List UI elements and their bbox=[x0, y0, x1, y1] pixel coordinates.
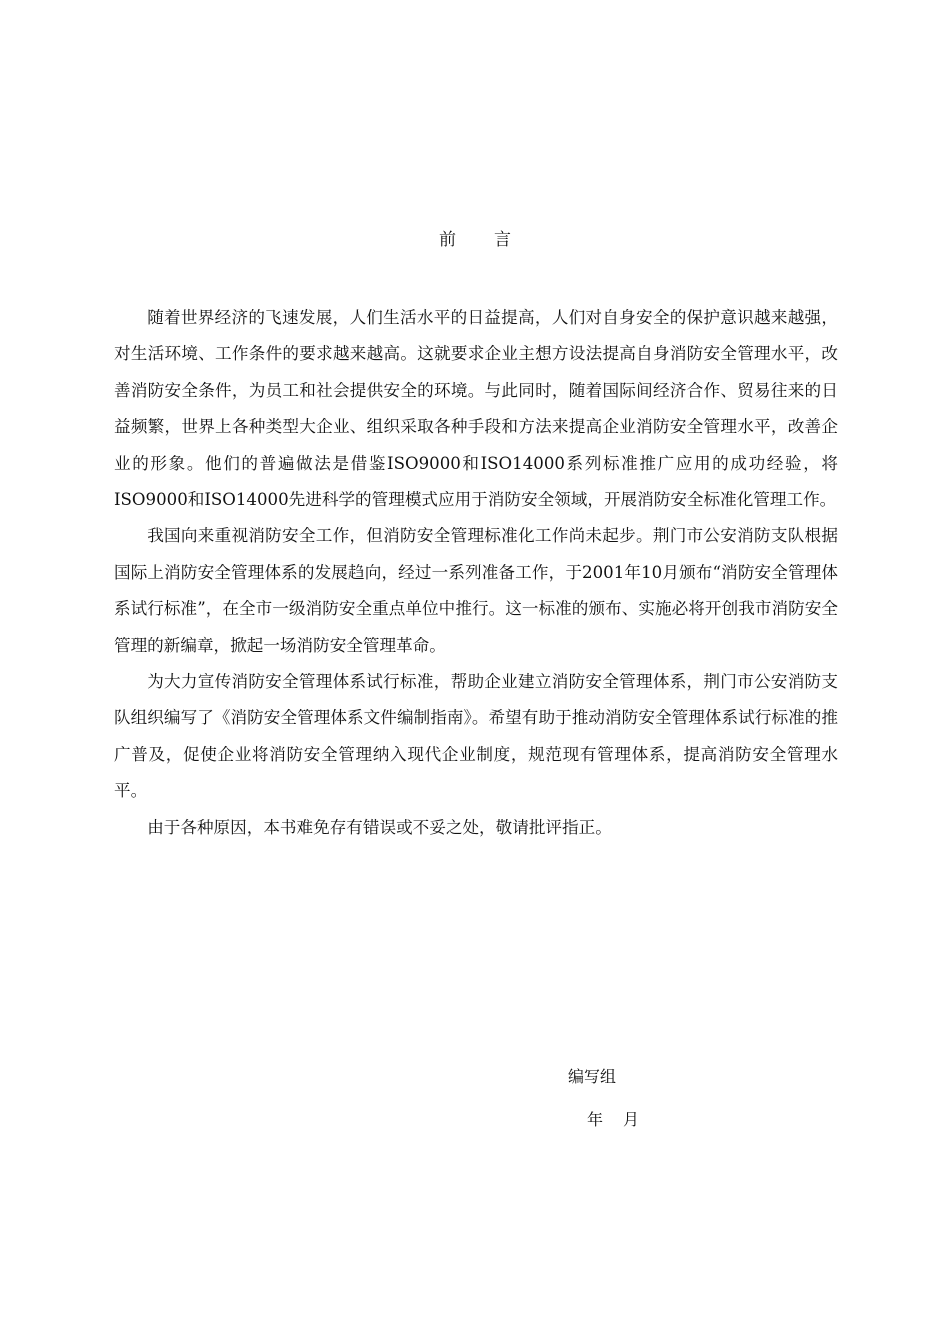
date-line: 年月 bbox=[587, 1110, 660, 1129]
paragraph-4: 由于各种原因，本书难免存有错误或不妥之处，敬请批评指正。 bbox=[147, 817, 612, 837]
paragraph-3: 为大力宣传消防安全管理体系试行标准，帮助企业建立消防安全管理体系，荆门市公安消防支队组织编写了《消防安全管理体系文件编制指南》。希望有助于推动消防安全管理体系试行标准的推广普及，促使企业将消防安全管理纳入现代企业制度，规范现有管理体系，提高消防安全管理水平。 bbox=[114, 672, 838, 801]
paragraph-2: 我国向来重视消防安全工作，但消防安全管理标准化工作尚未起步。荆门市公安消防支队根据国际上消防安全管理体系的发展趋向，经过一系列准备工作，于2001年10月颁布“消防安全管理体系试行标准”，在全市一级消防安全重点单位中推行。这一标准的颁布、实施必将开创我市消防安全管理的新编章，掀起一场消防安全管理革命。 bbox=[114, 526, 838, 655]
page-title: 前言 bbox=[439, 230, 549, 250]
paragraph-1: 随着世界经济的飞速发展，人们生活水平的日益提高，人们对自身安全的保护意识越来越强，对生活环境、工作条件的要求越来越高。这就要求企业主想方设法提高自身消防安全管理水平，改善消防安全条件，为员工和社会提供安全的环境。与此同时，随着国际间经济合作、贸易往来的日益频繁，世界上各种类型大企业、组织采取各种手段和方法来提高企业消防安全管理水平，改善企业的形象。他们的普遍做法是借鉴ISO9000和ISO14000系列标准推广应用的成功经验，将ISO9000和ISO14000先进科学的管理模式应用于消防安全领域，开展消防安全标准化管理工作。 bbox=[114, 308, 838, 510]
signature: 编写组 bbox=[568, 1067, 617, 1086]
preface-body bbox=[114, 300, 838, 846]
